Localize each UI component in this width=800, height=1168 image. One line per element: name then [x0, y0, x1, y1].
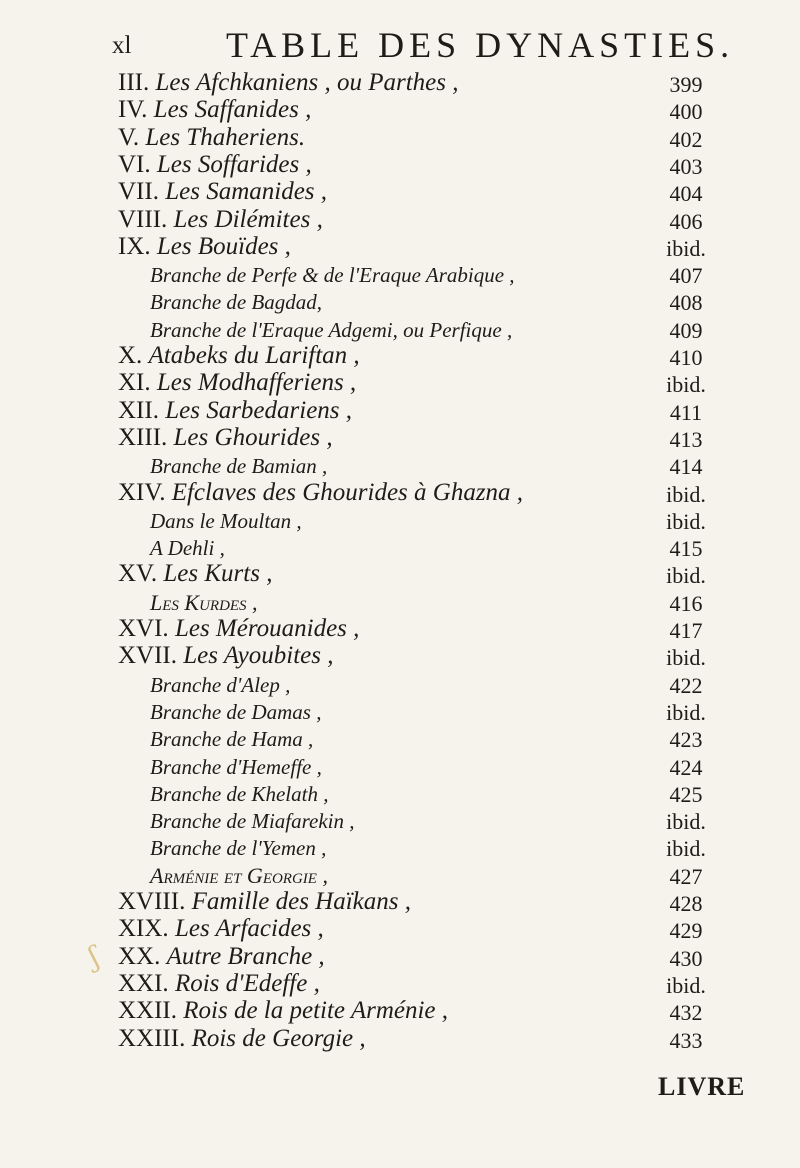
toc-entry	[0, 478, 800, 508]
toc-entry-title: Branche de Khelath ,	[150, 781, 329, 806]
toc-entry-title: Branche d'Alep ,	[150, 672, 291, 697]
toc-entry-numeral: VI.	[118, 150, 151, 178]
toc-entry-title: Les Arfacides ,	[174, 915, 324, 943]
toc-entry-label	[150, 782, 328, 807]
toc-entry	[0, 700, 800, 726]
toc-entry-title: Autre Branche ,	[166, 942, 325, 970]
toc-entry-label	[150, 318, 512, 343]
toc-entry-numeral: XII.	[118, 396, 159, 424]
toc-entry	[0, 615, 800, 644]
toc-entry-numeral: XX.	[118, 942, 161, 970]
running-title: TABLE DES DYNASTIES.	[226, 25, 735, 65]
toc-entry-page: ibid.	[666, 699, 706, 725]
toc-entry-page: ibid.	[666, 809, 706, 835]
toc-entry-page: 416	[669, 590, 703, 616]
toc-entry-label	[150, 836, 326, 861]
toc-entry-label	[150, 509, 302, 534]
toc-entry-label	[118, 970, 320, 998]
page-header	[112, 22, 735, 66]
toc-entry-page: 413	[669, 426, 703, 452]
toc-entry-numeral: XXII.	[118, 997, 178, 1025]
toc-entry-numeral: V.	[118, 123, 140, 151]
toc-entry	[0, 123, 800, 153]
toc-entry-label	[118, 888, 411, 916]
toc-entry-title: Branche de Bagdad,	[150, 290, 323, 315]
toc-entry-title: Branche de Miafarekin ,	[150, 809, 355, 834]
toc-entry-label	[118, 1025, 366, 1053]
toc-entry	[0, 1024, 800, 1054]
toc-entry	[0, 342, 800, 371]
toc-entry-title: Les Kurts ,	[163, 560, 273, 588]
toc-entry	[0, 942, 800, 972]
toc-entry-title: Les Soffarides ,	[156, 150, 312, 178]
toc-entry-label	[150, 700, 321, 725]
toc-entry-page: ibid.	[666, 645, 706, 671]
toc-entry-page: 409	[669, 317, 703, 343]
toc-entry-label	[150, 454, 327, 479]
toc-entry-label	[150, 755, 322, 780]
toc-entry-title: Branche de l'Yemen ,	[150, 836, 327, 861]
toc-entry-page: ibid.	[666, 481, 706, 507]
toc-entry-title: Branche de l'Eraque Adgemi, ou Perfique ,	[150, 317, 513, 342]
toc-entry	[0, 642, 800, 671]
toc-entry-numeral: X.	[118, 342, 143, 369]
toc-entry-title: Efclaves des Ghourides à Ghazna ,	[171, 478, 524, 506]
toc-entry-page: 406	[669, 208, 703, 234]
toc-entry-title: Branche de Bamian ,	[150, 454, 328, 479]
toc-entry-title: A Dehli ,	[150, 536, 225, 561]
toc-entry-page: ibid.	[666, 372, 706, 398]
toc-entry-label	[150, 727, 313, 752]
toc-entry-page: ibid.	[666, 235, 706, 261]
toc-entry-numeral: XXIII.	[118, 1024, 186, 1052]
toc-entry	[0, 318, 800, 344]
toc-entry-numeral: XXI.	[118, 969, 169, 997]
toc-entry-numeral: VIII.	[118, 205, 168, 233]
toc-entry	[0, 369, 800, 398]
toc-entry-page: ibid.	[666, 563, 706, 589]
toc-entry-title: Branche d'Hemeffe ,	[150, 754, 322, 779]
toc-entry-title: Rois d'Edeffe ,	[174, 969, 320, 997]
toc-entry-title: Atabeks du Lariftan ,	[148, 342, 360, 369]
toc-entry-label	[150, 536, 225, 561]
toc-entry-title: Les Ayoubites ,	[183, 642, 334, 670]
toc-entry	[0, 150, 800, 180]
toc-entry-page: 417	[669, 618, 703, 643]
toc-entry-label	[118, 560, 272, 588]
toc-entry-page: 422	[669, 672, 703, 698]
toc-entry-label	[118, 342, 360, 370]
ink-mark: ʃ	[85, 939, 103, 974]
toc-entry	[0, 673, 800, 699]
toc-entry-page: 427	[669, 863, 703, 889]
toc-entry-title: Famille des Haïkans ,	[191, 888, 412, 915]
toc-entry	[0, 782, 800, 808]
toc-entry	[0, 232, 800, 262]
toc-entry-label	[118, 397, 352, 425]
toc-entry-numeral: XVI.	[118, 615, 169, 642]
toc-entry-title: Les Afchkaniens , ou Parthes ,	[155, 69, 459, 96]
toc-entry-numeral: XVIII.	[118, 888, 186, 915]
toc-entry-label	[150, 673, 290, 698]
toc-entry	[0, 396, 800, 426]
toc-entry	[0, 836, 800, 862]
toc-entry-page: 414	[669, 454, 703, 480]
toc-entry-title: Rois de Georgie ,	[191, 1024, 366, 1052]
toc-entry	[0, 727, 800, 753]
toc-entry-page: 424	[669, 754, 703, 780]
toc-entry-title: Les Bouïdes ,	[156, 232, 291, 260]
toc-entry	[0, 560, 800, 589]
toc-entry-title: Rois de la petite Arménie ,	[183, 997, 449, 1025]
toc-entry-label	[118, 124, 305, 152]
toc-entry-title: Les Dilémites ,	[173, 205, 323, 233]
toc-entry-numeral: XIV.	[118, 478, 166, 506]
toc-entry-label	[118, 69, 458, 97]
page-number: xl	[112, 32, 132, 59]
toc-entry	[0, 755, 800, 781]
toc-entry-page: 402	[669, 126, 703, 152]
toc-entry	[0, 915, 800, 944]
toc-entry-page: 411	[669, 399, 703, 425]
toc-entry-label	[118, 369, 356, 397]
toc-entry	[0, 969, 800, 999]
toc-entry	[0, 864, 800, 890]
toc-entry	[0, 509, 800, 535]
toc-entry	[0, 888, 800, 917]
toc-entry-page: 425	[669, 781, 703, 807]
toc-entry-numeral: XIII.	[118, 423, 168, 451]
toc-entry-page: 399	[669, 72, 703, 97]
toc-entry-title: Branche de Damas ,	[150, 699, 322, 724]
toc-entry-title: Les Thaheriens.	[145, 123, 306, 151]
toc-entry-title: Branche de Perfe & de l'Eraque Arabique ,	[150, 263, 515, 288]
toc-entry-page: 403	[669, 153, 703, 179]
toc-entry-label	[118, 206, 323, 234]
toc-entry-label	[118, 642, 334, 670]
toc-entry-numeral: XIX.	[118, 915, 169, 943]
toc-entry	[0, 591, 800, 617]
toc-entry-label	[150, 590, 258, 616]
toc-entry	[0, 809, 800, 835]
toc-entry-numeral: IX.	[118, 232, 151, 260]
toc-entry-label	[150, 863, 328, 889]
toc-entry-numeral: VII.	[118, 178, 159, 206]
toc-entry-page: ibid.	[666, 508, 706, 534]
toc-entry-page: 430	[669, 945, 703, 971]
toc-entry-label	[150, 809, 355, 834]
toc-entry-page: 433	[669, 1027, 703, 1053]
toc-entry-label	[150, 290, 322, 315]
toc-entry	[0, 178, 800, 207]
toc-entry	[0, 263, 800, 289]
toc-entry-page: 415	[669, 536, 703, 562]
toc-entry-numeral: XI.	[118, 369, 151, 397]
toc-entry-label	[118, 943, 325, 971]
toc-entry-label	[118, 615, 359, 643]
toc-entry-label	[118, 424, 333, 452]
toc-entry-page: 428	[669, 891, 703, 916]
toc-entry-page: 400	[669, 99, 703, 125]
toc-entry-title: Les Modhafferiens ,	[156, 369, 357, 397]
toc-entry-page: 408	[669, 290, 703, 316]
toc-entry-label	[118, 997, 448, 1025]
toc-entry-title: Les Kurdes ,	[150, 589, 258, 615]
toc-entry-numeral: XV.	[118, 560, 158, 588]
toc-entry	[0, 423, 800, 453]
toc-entry-label	[118, 151, 312, 179]
toc-entry-page: 423	[669, 727, 703, 753]
toc-entry	[0, 69, 800, 98]
toc-entry	[0, 290, 800, 316]
toc-entry	[0, 454, 800, 480]
toc-entry-page: 410	[669, 345, 703, 370]
toc-entry-title: Les Sarbedariens ,	[165, 396, 353, 424]
toc-entry-title: Branche de Hama ,	[150, 727, 314, 752]
toc-entry-title: Dans le Moultan ,	[150, 508, 302, 533]
toc-entry-label	[150, 263, 515, 288]
toc-entry-numeral: III.	[118, 69, 150, 96]
toc-entry-title: Les Samanides ,	[165, 178, 328, 206]
toc-entry-page: 429	[669, 918, 703, 944]
toc-entry	[0, 997, 800, 1026]
toc-entry-page: 432	[669, 1000, 703, 1026]
toc-entry-label	[118, 178, 327, 206]
toc-entry-numeral: IV.	[118, 96, 148, 124]
toc-entry	[0, 205, 800, 235]
toc-entry-label	[118, 233, 291, 261]
toc-entry	[0, 536, 800, 562]
toc-entry-page: 407	[669, 263, 703, 289]
toc-entry-title: Les Ghourides ,	[173, 423, 333, 451]
toc-entry-label	[118, 915, 324, 943]
toc-entry-title: Les Mérouanides ,	[174, 615, 360, 642]
catchword: LIVRE	[658, 1072, 746, 1101]
toc-entry-title: Arménie et Georgie ,	[150, 862, 328, 888]
toc-entry-label	[118, 96, 311, 124]
toc-entry-page: ibid.	[666, 836, 706, 862]
toc-entry-numeral: XVII.	[118, 642, 178, 670]
toc-entry-page: 404	[669, 181, 703, 207]
toc-entry-title: Les Saffanides ,	[153, 96, 312, 124]
toc-entry-label	[118, 479, 523, 507]
toc-entry	[0, 96, 800, 125]
toc-entry-page: ibid.	[666, 972, 706, 998]
